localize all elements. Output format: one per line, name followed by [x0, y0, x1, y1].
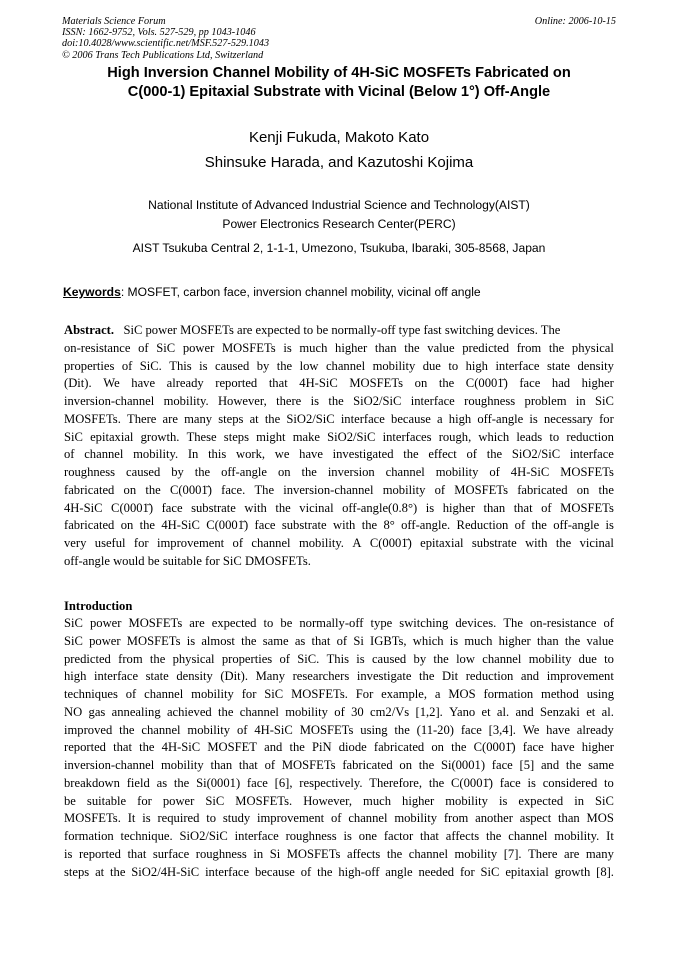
keywords-label: Keywords	[63, 285, 121, 299]
intro-line: SiC power MOSFETs is almost the same as that of Si IGBTs, which is much higher than the value	[64, 633, 614, 648]
author-list	[40, 125, 638, 175]
abstract-line: roughness caused by the off-angle on the inversion channel mobility of 4H-SiC MOSFETs	[64, 465, 614, 479]
intro-line: is reported that surface roughness in Si MOSFETs affects the channel mobility [7]. There are many	[64, 846, 614, 861]
abstract-line: MOSFETs. There are many steps at the SiO2/SiC interface because a high off-angle is necessary for	[64, 411, 614, 426]
affiliation-center: Power Electronics Research Center(PERC)	[222, 217, 456, 231]
journal-issn: ISSN: 1662-9752, Vols. 527-529, pp 1043-1046	[62, 27, 256, 39]
title-line-2: C(000-1) Epitaxial Substrate with Vicinal (Below 1°) Off-Angle	[127, 83, 551, 100]
intro-line: inversion-channel mobility than that of MOSFETs fabricated on the Si(0001) face [5] and the same	[64, 758, 614, 772]
abstract-line: off-angle would be suitable for SiC DMOSFETs.	[64, 553, 311, 568]
intro-line: SiC power MOSFETs are expected to be normally-off type switching devices. The on-resistance of	[64, 616, 614, 630]
abstract-label: Abstract.	[64, 323, 115, 337]
section-heading-introduction: Introduction	[64, 599, 133, 613]
intro-line: improved the channel mobility of 4H-SiC MOSFETs using the (11-20) face [3,4]. We have already	[64, 722, 614, 737]
title-line-1: High Inversion Channel Mobility of 4H-SiC MOSFETs Fabricated on	[107, 65, 571, 81]
journal-copyright: © 2006 Trans Tech Publications Ltd, Switzerland	[62, 49, 264, 61]
authors-line-2: Shinsuke Harada, and Kazutoshi Kojima	[204, 154, 474, 171]
abstract-line: (Dit). We have already reported that 4H-SiC MOSFETs on the C(0001̄) face had higher	[64, 376, 614, 391]
abstract-line: SiC epitaxial growth. These steps might make SiO2/SiC interfaces rough, which leads to reduction	[64, 429, 614, 444]
abstract-line: fabricated on the 4H-SiC C(0001̄) face substrate with the 8° off-angle. Reduction of the off-angle is	[64, 518, 614, 533]
affiliation-address: AIST Tsukuba Central 2, 1-1-1, Umezono, Tsukuba, Ibaraki, 305-8568, Japan	[132, 241, 546, 255]
abstract-line: on-resistance of SiC power MOSFETs is much higher than the value predicted from the physical	[64, 340, 614, 355]
abstract-line: fabricated on the C(0001̄) face. The inversion-channel mobility of MOSFETs fabricated on the	[64, 482, 614, 497]
affiliation	[40, 196, 638, 258]
abstract-line: properties of SiC. This is caused by the low channel mobility due to high interface state density	[64, 358, 614, 373]
paper-title	[40, 64, 638, 101]
intro-line: predicted from the physical properties of SiC. This is caused by the low channel mobility due to	[64, 651, 614, 666]
abstract-line: inversion-channel mobility. However, there is the SiO2/SiC interface roughness problem in SiC	[64, 394, 614, 408]
journal-name: Materials Science Forum	[62, 16, 166, 27]
abstract	[64, 322, 614, 571]
keywords-text: : MOSFET, carbon face, inversion channel mobility, vicinal off angle	[120, 285, 481, 299]
intro-line: techniques of channel mobility for SiC MOSFETs. For example, a MOS formation method using	[64, 687, 614, 701]
abstract-line: of channel mobility. In this work, we have investigated the effect of the SiO2/SiC interface	[64, 447, 614, 462]
intro-line: be suitable for power SiC MOSFETs. However, much higher mobility is expected in SiC	[64, 793, 614, 808]
authors-line-1: Kenji Fukuda, Makoto Kato	[248, 129, 430, 146]
intro-line: steps at the SiO2/4H-SiC interface because of the high-off angle needed for SiC epitaxial growth [8].	[64, 864, 614, 879]
affiliation-institute: National Institute of Advanced Industrial Science and Technology(AIST)	[148, 198, 530, 212]
journal-doi: doi:10.4028/www.scientific.net/MSF.527-529.1043	[62, 38, 270, 50]
intro-line: NO gas annealing achieved the channel mobility of 30 cm2/Vs [1,2]. Yano et al. and Senzaki et al.	[64, 704, 614, 719]
abstract-line: Abstract. SiC power MOSFETs are expected to be normally-off type fast switching devices. The	[64, 322, 614, 340]
intro-line: high interface state density (Dit). Many researchers investigate the Dit reduction and improvement	[64, 669, 614, 684]
online-date: Online: 2006-10-15	[534, 16, 616, 27]
intro-line: breakdown field as the Si(0001) face [6], respectively. Therefore, the C(0001̄) face is considered to	[64, 775, 614, 790]
intro-line: MOSFETs. It is required to study improvement of channel mobility from another aspect than MOS	[64, 811, 614, 826]
abstract-line: 4H-SiC C(0001̄) face substrate with the vicinal off-angle(0.8°) is higher than that of MOSFETs	[64, 500, 614, 515]
keywords	[63, 284, 623, 300]
intro-line: formation technique. SiO2/SiC interface roughness is one factor that affects the channel mobility. It	[64, 829, 614, 843]
journal-header	[62, 16, 616, 61]
intro-line: reported that the 4H-SiC MOSFET and the PiN diode fabricated on the C(0001̄) face have higher	[64, 740, 614, 755]
abstract-line: very useful for improvement of channel mobility. A C(0001̄) epitaxial substrate with the vicinal	[64, 536, 614, 550]
introduction-body	[64, 615, 614, 881]
